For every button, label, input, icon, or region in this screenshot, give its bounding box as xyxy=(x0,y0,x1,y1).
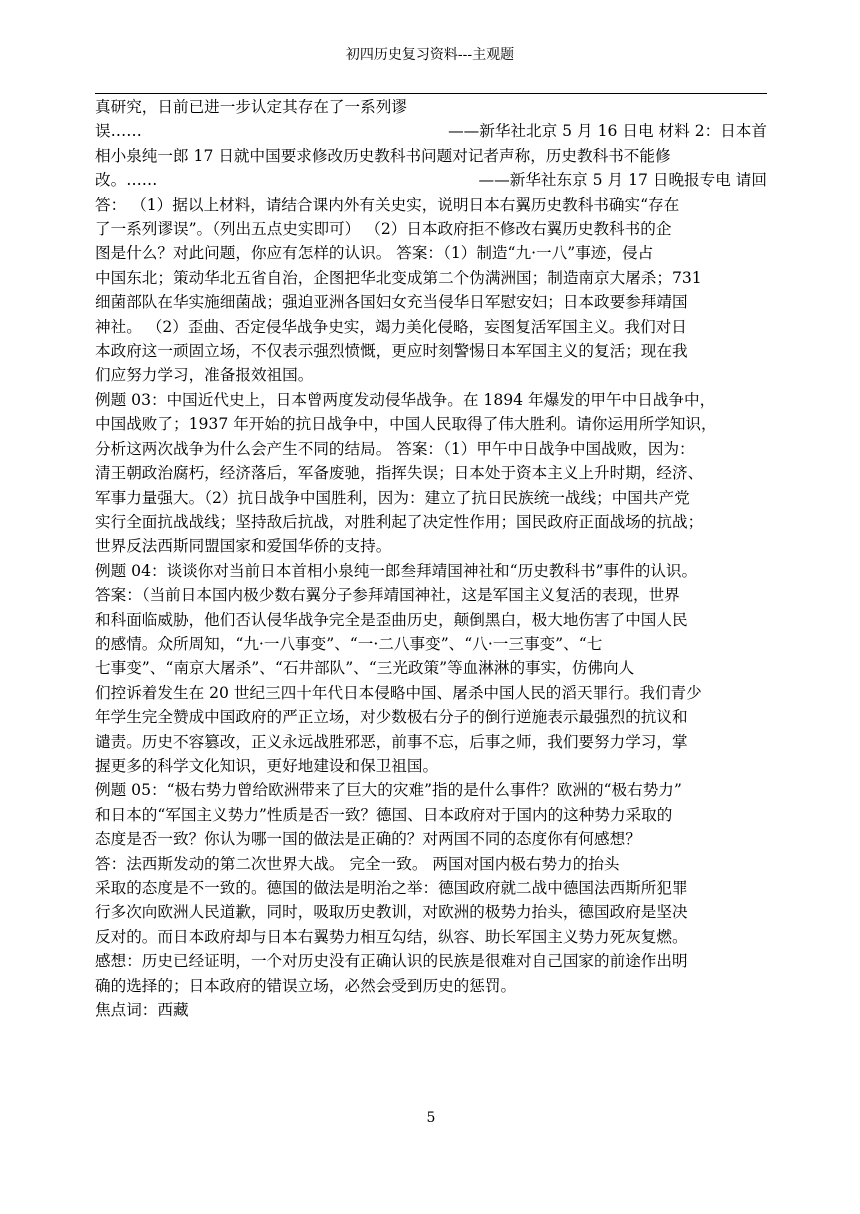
text-line xyxy=(95,925,767,949)
text-line xyxy=(95,461,767,485)
text-line-left: 本政府这一顽固立场，不仅表示强烈愤慨，更应时刻警惕日本军国主义的复活；现在我 xyxy=(95,342,688,361)
text-line xyxy=(95,412,767,436)
text-line-left: 答案：（当前日本国内极少数右翼分子参拜靖国神社，这是军国主义复活的表现，世界 xyxy=(95,586,680,605)
text-line xyxy=(95,656,767,680)
text-line xyxy=(95,363,767,387)
text-line xyxy=(95,803,767,827)
text-line-left: 改。…… xyxy=(95,171,158,190)
text-line xyxy=(95,949,767,973)
text-line-left: 们控诉着发生在 20 世纪三四十年代日本侵略中国、屠杀中国人民的滔天罪行。我们青少 xyxy=(95,683,702,702)
text-line xyxy=(95,217,767,241)
text-line-left: 谴责。历史不容篡改，正义永远战胜邪恶，前事不忘，后事之师，我们要努力学习，掌 xyxy=(95,732,688,751)
text-line-left: 相小泉纯一郎 17 日就中国要求修改历史教科书问题对记者声称，历史教科书不能修 xyxy=(95,146,671,165)
text-line xyxy=(95,754,767,778)
text-line-left: 反对的。而日本政府却与日本右翼势力相互勾结，纵容、助长军国主义势力死灰复燃。 xyxy=(95,927,688,946)
text-line xyxy=(95,778,767,802)
text-line xyxy=(95,681,767,705)
text-line-left: 军事力量强大。（2）抗日战争中国胜利，因为：建立了抗日民族统一战线；中国共产党 xyxy=(95,488,690,507)
text-line xyxy=(95,608,767,632)
text-line xyxy=(95,510,767,534)
text-line-left: 分析这两次战争为什么会产生不同的结局。 答案：（1）甲午中日战争中国战败，因为： xyxy=(95,439,695,458)
text-line xyxy=(95,437,767,461)
text-line xyxy=(95,827,767,851)
text-line-left: 清王朝政治腐朽，经济落后，军备废驰，指挥失误；日本处于资本主义上升时期，经济、 xyxy=(95,464,704,483)
text-line-left: 神社。 （2）歪曲、否定侵华战争史实，竭力美化侵略，妄图复活军国主义。我们对日 xyxy=(95,317,687,336)
text-line xyxy=(95,119,767,143)
text-line-left: 中国东北；策动华北五省自治，企图把华北变成第二个伪满洲国；制造南京大屠杀；731 xyxy=(95,268,702,287)
text-line-left: 行多次向欧洲人民道歉，同时，吸取历史教训，对欧洲的极势力抬头，德国政府是坚决 xyxy=(95,903,688,922)
text-line xyxy=(95,486,767,510)
text-line-left: 图是什么？对此问题，你应有怎样的认识。 答案：（1）制造“九·一八”事迹，侵占 xyxy=(95,244,654,263)
text-line-right: ——新华社东京 5 月 17 日晚报专电 请回 xyxy=(478,171,767,190)
text-line xyxy=(95,339,767,363)
text-line-left: 感想：历史已经证明，一个对历史没有正确认识的民族是很难对自己国家的前途作出明 xyxy=(95,952,688,971)
text-line-left: 们应努力学习，准备报效祖国。 xyxy=(95,366,314,385)
text-line xyxy=(95,168,767,192)
text-line xyxy=(95,290,767,314)
text-line-left: 和日本的“军国主义势力”性质是否一致？德国、日本政府对于国内的这种势力采取的 xyxy=(95,805,673,824)
text-line-left: 焦点词：西藏 xyxy=(95,1001,189,1020)
text-line xyxy=(95,95,767,119)
text-line-left: 例题 05：“极右势力曾给欧洲带来了巨大的灾难”指的是什么事件？欧洲的“极右势力” xyxy=(95,781,682,800)
text-line-left: 答： （1）据以上材料，请结合课内外有关史实，说明日本右翼历史教科书确实“存在 xyxy=(95,195,680,214)
text-line xyxy=(95,241,767,265)
text-line xyxy=(95,193,767,217)
text-line xyxy=(95,583,767,607)
text-line-left: 七事变”、“南京大屠杀”、“石井部队”、“三光政策”等血淋淋的事实，仿佛向人 xyxy=(95,659,635,678)
text-line-left: 年学生完全赞成中国政府的严正立场，对少数极右分子的倒行逆施表示最强烈的抗议和 xyxy=(95,708,688,727)
text-line xyxy=(95,974,767,998)
header-divider xyxy=(95,93,767,94)
text-line xyxy=(95,730,767,754)
text-line xyxy=(95,998,767,1022)
text-line-left: 世界反法西斯同盟国家和爱国华侨的支持。 xyxy=(95,537,392,556)
page-header-title: 初四历史复习资料---主观题 xyxy=(345,47,515,63)
text-line xyxy=(95,144,767,168)
text-line-left: 了一系列谬误”。（列出五点史实即可） （2）日本政府拒不修改右翼历史教科书的企 xyxy=(95,220,672,239)
text-line xyxy=(95,315,767,339)
text-line-left: 细菌部队在华实施细菌战；强迫亚洲各国妇女充当侵华日军慰安妇；日本政要参拜靖国 xyxy=(95,293,688,312)
text-line-right: ——新华社北京 5 月 16 日电 材料 2：日本首 xyxy=(448,122,767,141)
text-line-left: 的感情。众所周知，“九·一八事变”、“一·二八事变”、“八·一三事变”、“七 xyxy=(95,634,603,653)
text-line xyxy=(95,876,767,900)
text-line-left: 例题 04：谈谈你对当前日本首相小泉纯一郎叁拜靖国神社和“历史教科书”事件的认识。 xyxy=(95,561,698,580)
text-line-left: 答：法西斯发动的第二次世界大战。 完全一致。 两国对国内极右势力的抬头 xyxy=(95,854,620,873)
text-line-left: 和科面临威胁，他们否认侵华战争完全是歪曲历史，颠倒黑白，极大地伤害了中国人民 xyxy=(95,610,688,629)
text-line-left: 采取的态度是不一致的。德国的做法是明治之举：德国政府就二战中德国法西斯所犯罪 xyxy=(95,879,688,897)
text-line-left: 实行全面抗战战线；坚持敌后抗战，对胜利起了决定性作用；国民政府正面战场的抗战； xyxy=(95,512,704,531)
text-line-left: 态度是否一致？你认为哪一国的做法是正确的？对两国不同的态度你有何感想？ xyxy=(95,830,641,849)
text-line xyxy=(95,632,767,656)
text-line-left: 握更多的科学文化知识，更好地建设和保卫祖国。 xyxy=(95,756,439,775)
text-line-left: 真研究，日前已进一步认定其存在了一系列谬 xyxy=(95,98,407,116)
page-number: 5 xyxy=(426,1110,436,1126)
document-body xyxy=(95,95,767,1022)
text-line xyxy=(95,534,767,558)
text-line xyxy=(95,852,767,876)
text-line xyxy=(95,559,767,583)
text-line-left: 例题 03：中国近代史上，日本曾两度发动侵华战争。在 1894 年爆发的甲午中日战争中， xyxy=(95,390,716,409)
text-line-left: 误…… xyxy=(95,122,142,141)
text-line-left: 确的选择的；日本政府的错误立场，必然会受到历史的惩罚。 xyxy=(95,976,517,995)
text-line xyxy=(95,900,767,924)
text-line xyxy=(95,705,767,729)
text-line xyxy=(95,266,767,290)
text-line xyxy=(95,388,767,412)
text-line-left: 中国战败了；1937 年开始的抗日战争中，中国人民取得了伟大胜利。请你运用所学知识， xyxy=(95,415,717,434)
